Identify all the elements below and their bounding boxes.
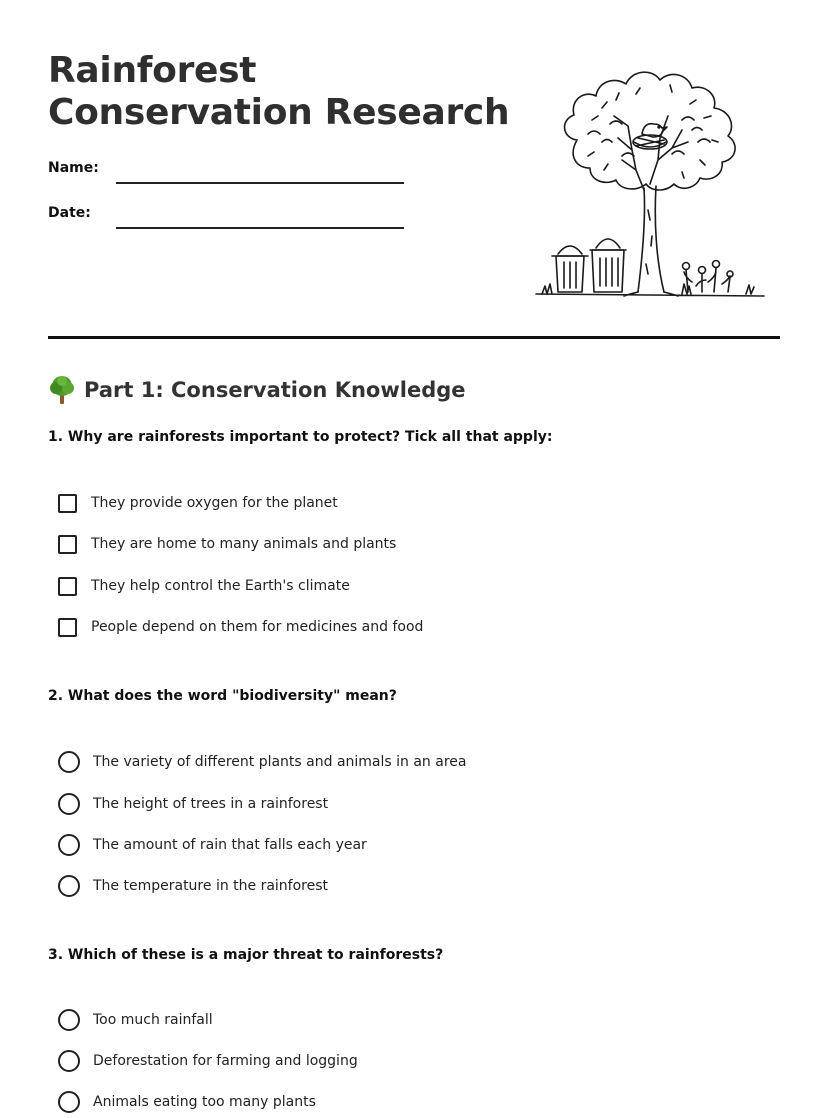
part1-title: Part 1: Conservation Knowledge <box>84 378 466 402</box>
option-label: They help control the Earth's climate <box>91 578 350 594</box>
name-field[interactable] <box>48 160 408 184</box>
tree-emoji-icon <box>48 375 76 405</box>
section-divider <box>48 336 780 339</box>
option-label: Animals eating too many plants <box>93 1094 316 1110</box>
radio-button[interactable] <box>58 834 80 856</box>
checkbox[interactable] <box>58 535 77 554</box>
checkbox[interactable] <box>58 618 77 637</box>
radio-button[interactable] <box>58 1050 80 1072</box>
question-3: 3. Which of these is a major threat to rainforests? <box>48 947 444 963</box>
question-1: 1. Why are rainforests important to protect? Tick all that apply: <box>48 429 553 445</box>
option-label: People depend on them for medicines and food <box>91 619 424 635</box>
radio-button[interactable] <box>58 751 80 773</box>
date-line[interactable] <box>116 227 404 229</box>
q2-option-2[interactable] <box>58 792 328 816</box>
question-2: 2. What does the word "biodiversity" mean? <box>48 688 397 704</box>
q1-option-1[interactable] <box>58 491 338 515</box>
q1-option-4[interactable] <box>58 615 423 639</box>
name-label: Name: <box>48 160 99 176</box>
name-line[interactable] <box>116 182 404 184</box>
radio-button[interactable] <box>58 793 80 815</box>
option-label: The variety of different plants and animals in an area <box>93 754 467 770</box>
radio-button[interactable] <box>58 875 80 897</box>
date-label: Date: <box>48 205 91 221</box>
option-label: They provide oxygen for the planet <box>91 495 338 511</box>
q2-option-3[interactable] <box>58 833 367 857</box>
q2-option-4[interactable] <box>58 874 328 898</box>
option-label: They are home to many animals and plants <box>91 536 397 552</box>
q1-option-2[interactable] <box>58 532 396 556</box>
option-label: The temperature in the rainforest <box>93 878 329 894</box>
q3-option-1[interactable] <box>58 1008 213 1032</box>
option-label: The height of trees in a rainforest <box>93 796 329 812</box>
tree-with-nest-and-bins-icon <box>532 60 768 300</box>
q3-option-2[interactable] <box>58 1049 358 1073</box>
option-label: Deforestation for farming and logging <box>93 1053 358 1069</box>
date-field[interactable] <box>48 205 408 229</box>
checkbox[interactable] <box>58 494 77 513</box>
page-title: Rainforest Conservation Research <box>48 50 510 133</box>
radio-button[interactable] <box>58 1091 80 1113</box>
radio-button[interactable] <box>58 1009 80 1031</box>
q2-option-1[interactable] <box>58 750 466 774</box>
option-label: Too much rainfall <box>93 1012 213 1028</box>
q1-option-3[interactable] <box>58 574 350 598</box>
q3-option-3[interactable] <box>58 1090 316 1114</box>
checkbox[interactable] <box>58 577 77 596</box>
part1-heading <box>48 372 466 408</box>
option-label: The amount of rain that falls each year <box>93 837 367 853</box>
